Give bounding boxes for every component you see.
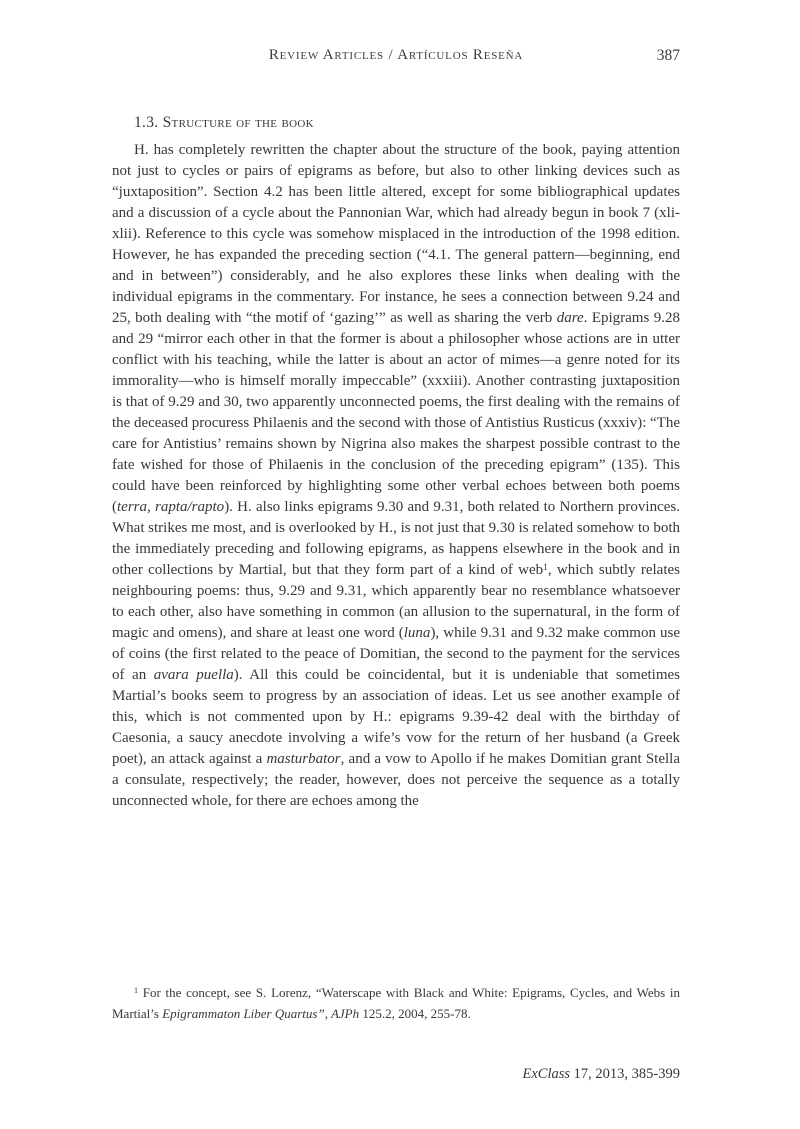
journal-footer: ExClass 17, 2013, 385-399: [522, 1066, 680, 1082]
running-header: [112, 47, 680, 65]
body-paragraph: H. has completely rewritten the chapter about the structure of the book, paying attention not just to cycles or pairs of epigrams as before, but also to other linking devices such as “juxtaposition”. Section 4.2 has been little altered, except for some bibliographical updates and a discussion of a cycle about the Pannonian War, which had already begun in book 7 (xli-xlii). Reference to this cycle was somehow misplaced in the introduction of the 1998 edition. However, he has expanded the preceding section (“4.1. The general pattern—beginning, end and in between”) considerably, and he also explores these links when dealing with the individual epigrams in the commentary. For instance, he sees a connection between 9.24 and 25, both dealing with “the motif of ‘gazing’” as well as sharing the verb dare. Epigrams 9.28 and 29 “mirror each other in that the former is about a philosopher whose actions are in utter conflict with his teaching, while the latter is about an actor of mimes—a genre noted for its immorality—who is himself morally impeccable” (xxxiii). Another contrasting juxtaposition is that of 9.29 and 30, two apparently unconnected poems, the first dealing with the remains of the deceased procuress Philaenis and the second with those of Antistius Rusticus (xxxiv): “The care for Antistius’ remains shown by Nigrina also makes the sharpest possible contrast to the fate wished for those of Philaenis in the conclusion of the preceding epigram” (135). This could have been reinforced by highlighting some other verbal echoes between both poems (terra, rapta/rapto). H. also links epigrams 9.30 and 9.31, both related to Northern provinces. What strikes me most, and is overlooked by H., is not just that 9.30 is related somehow to both the immediately preceding and following epigrams, as happens elsewhere in the book and in other collections by Martial, but that they form part of a kind of web$^1$, which subtly relates neighbouring poems: thus, 9.29 and 9.31, which apparently bear no resemblance whatsoever to each other, also have something in common (an allusion to the supernatural, in the form of magic and omens), and share at least one word (luna), while 9.31 and 9.32 make common use of coins (the first related to the peace of Domitian, the second to the payment for the services of an avara puella). All this could be coincidental, but it is undeniable that sometimes Martial’s books seem to progress by an association of ideas. Let us see another example of this, which is not commented upon by H.: epigrams 9.39-42 deal with the birthday of Caesonia, a saucy anecdote involving a wife’s vow for the return of her husband (a Greek poet), an attack against a masturbator, and a vow to Apollo if he makes Domitian grant Stella a consulate, respectively; the reader, however, does not perceive the sequence as a totally unconnected whole, for there are echoes among the: [112, 142, 680, 809]
section-heading: 1.3. Structure of the book: [134, 114, 314, 131]
page-number: 387: [656, 47, 680, 64]
footnote-text: $^1$ For the concept, see S. Lorenz, “Waterscape with Black and White: Epigrams, Cycles, and Webs in Martial’s Epigrammaton Liber Quartus”, AJPh 125.2, 2004, 255-78.: [112, 985, 680, 1021]
running-header-title: Review Articles / Artículos Reseña: [268, 47, 524, 63]
